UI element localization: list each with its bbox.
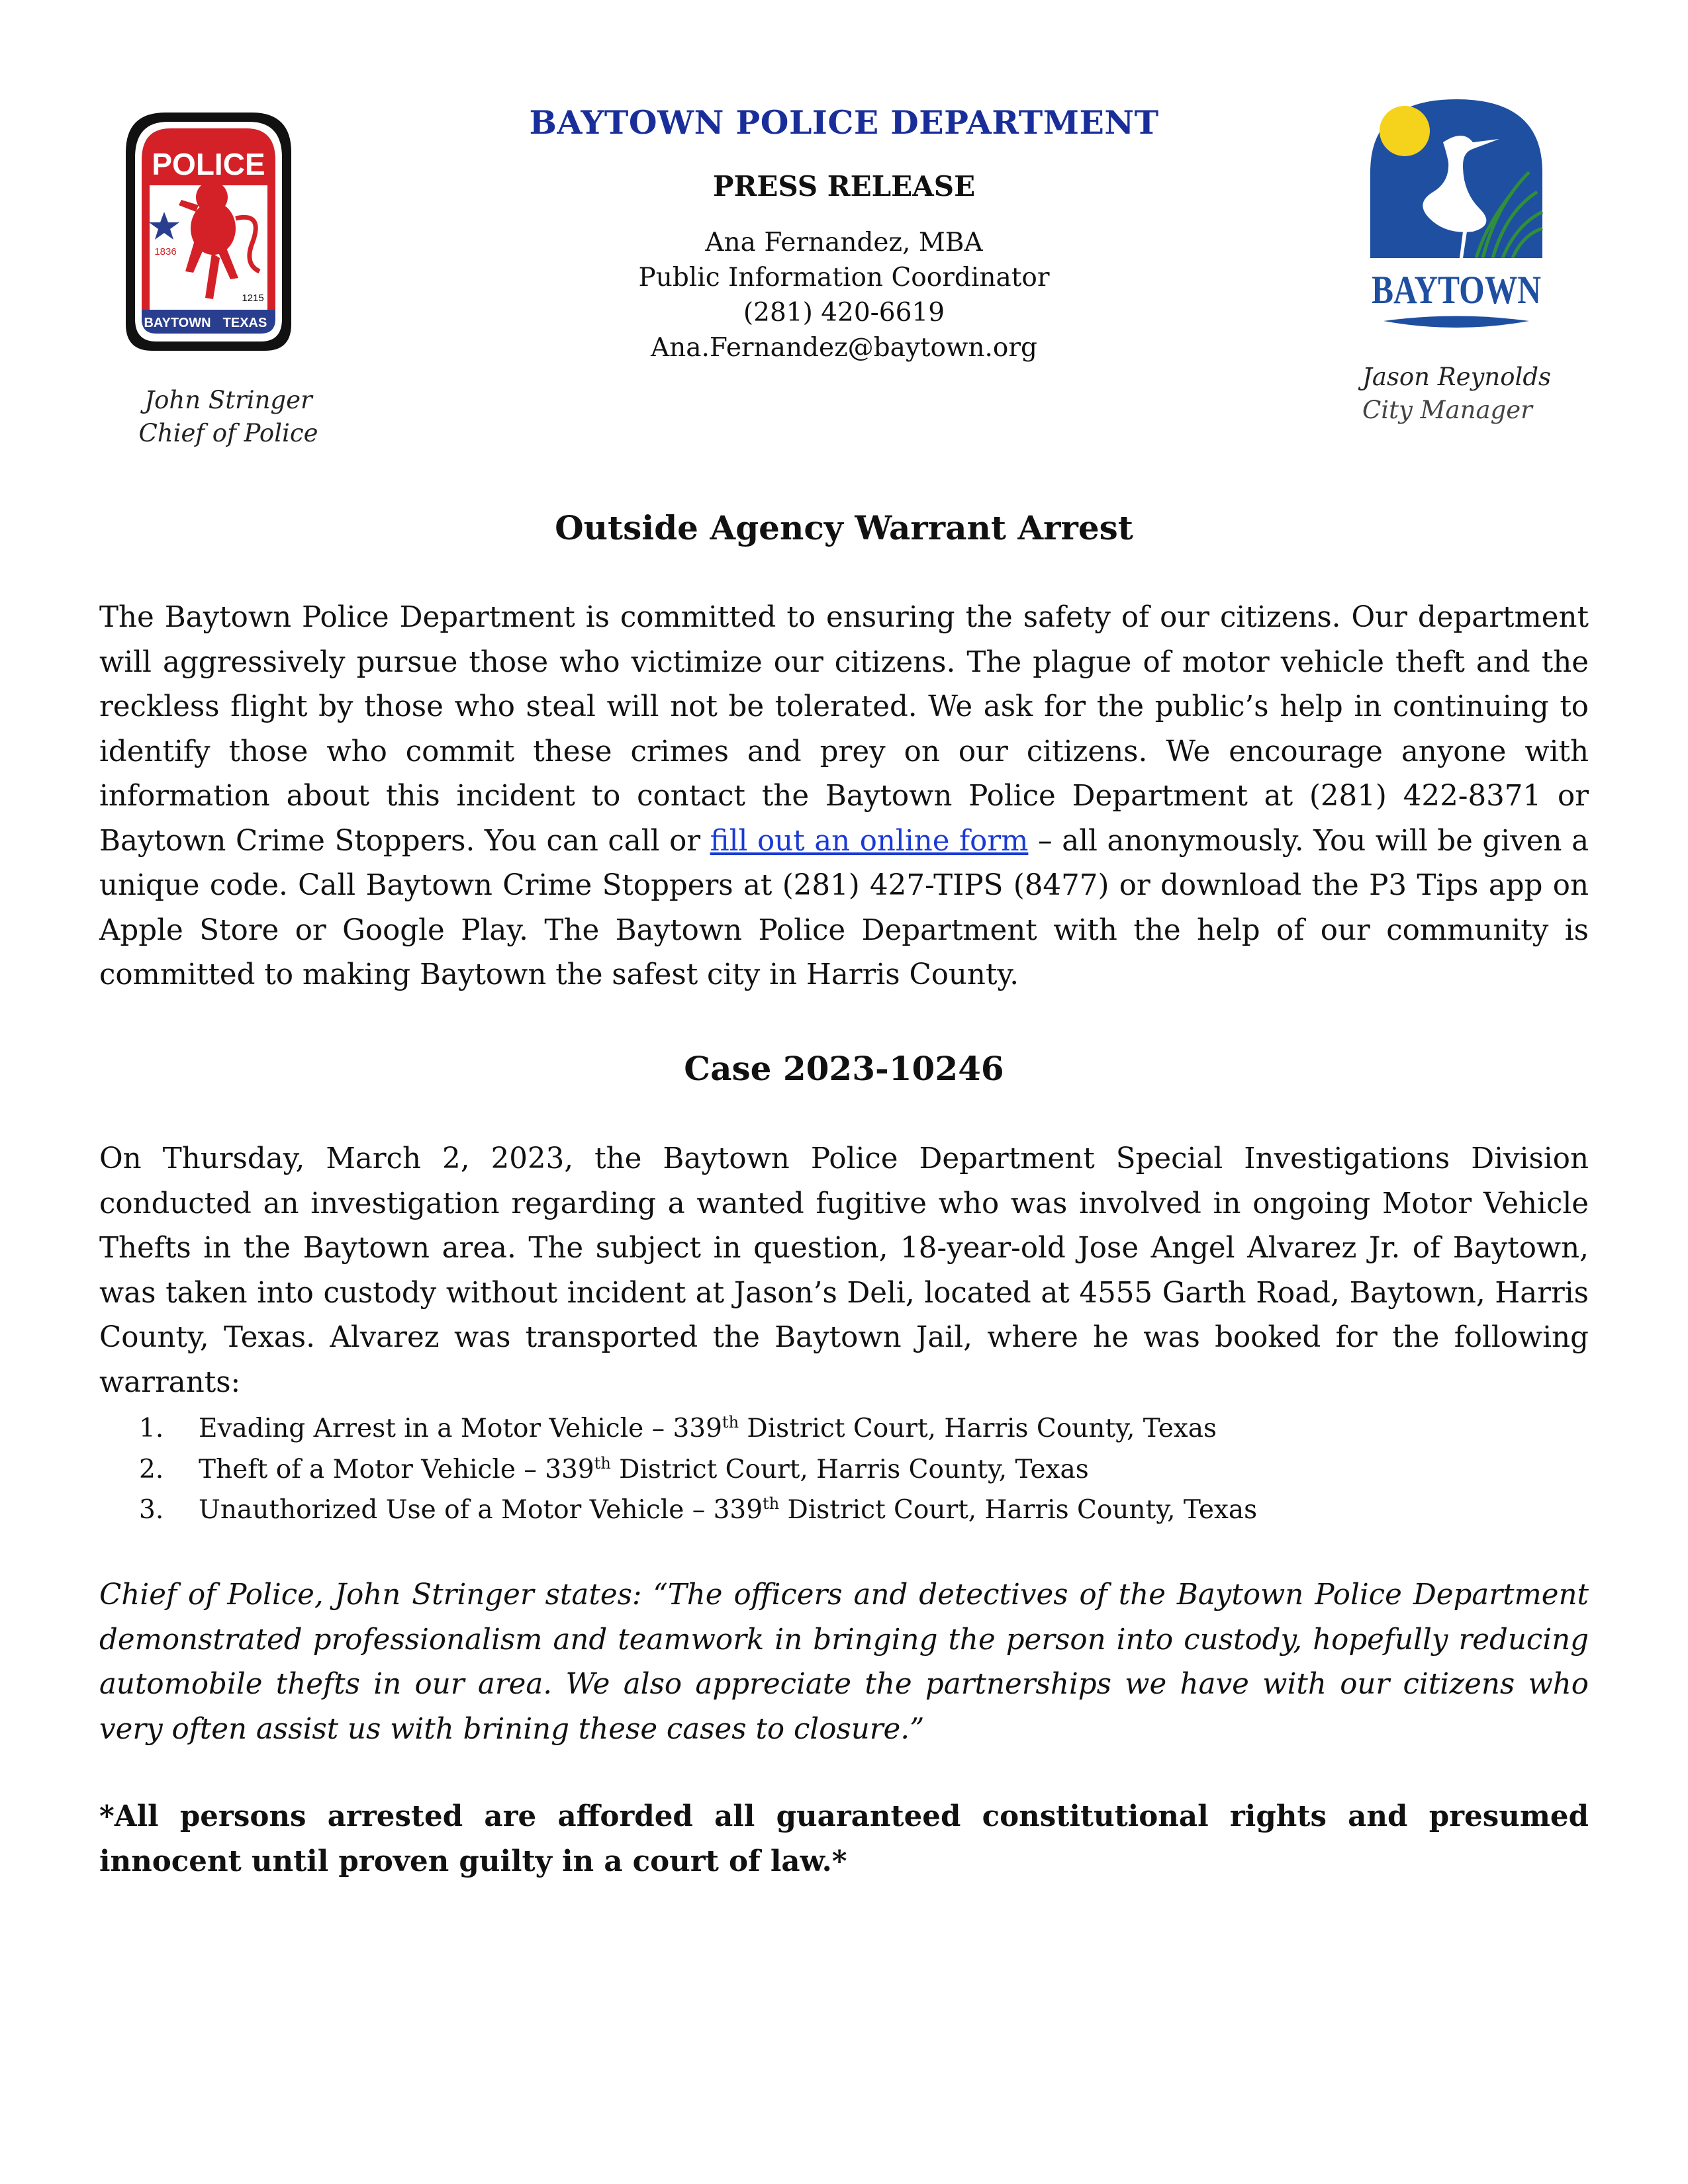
badge-city: BAYTOWN [144,316,211,330]
manager-title: City Manager [1362,396,1532,424]
chief-name: John Stringer [144,386,312,414]
warrant-item [139,1408,1562,1449]
intro-text-2: – all anonymously. You will be given a unique code. Call Baytown Crime Stoppers at (281) 427-TIPS (8477) or download the P3 Tips app on Apple Store or Google Play. The Baytown Police Department with the help of our community is committed to making Baytown the safest city in Harris County. [99,824,1589,991]
manager-name: Jason Reynolds [1362,363,1552,391]
header-center [450,99,1238,365]
warrant-text [199,1490,1257,1531]
intro-paragraph [99,596,1589,998]
baytown-city-logo [1364,93,1549,338]
warrant-text [199,1449,1089,1490]
manager-signature-block [1362,361,1581,427]
warrant-text [199,1408,1217,1449]
ordinal-suffix: th [722,1413,739,1432]
warrant-number: 2. [139,1454,164,1484]
warrant-number: 1. [139,1414,164,1443]
badge-state: TEXAS [222,316,267,330]
case-heading: Case 2023-10246 [684,1049,1004,1088]
contact-phone: (281) 420-6619 [743,298,945,328]
online-form-link[interactable]: fill out an online form [710,824,1029,858]
badge-number: 1215 [242,293,264,304]
case-paragraph: On Thursday, March 2, 2023, the Baytown Police Department Special Investigations Division conducted an investigation regarding a wanted fugitive who was involved in ongoing Motor Vehicle Thefts in the Baytown area. The subject in question, 18-year-old Jose Angel Alvarez Jr. of Baytown, was taken into custody without incident at Jason’s Deli, located at 4555 Garth Road, Baytown, Harris County, Texas. Alvarez was transported the Baytown Jail, where he was booked for the following warrants: [99,1142,1589,1399]
warrant-court: District Court, Harris County, Texas [779,1495,1258,1525]
ordinal-suffix: th [594,1453,611,1473]
legal-disclaimer: *All persons arrested are afforded all guaranteed constitutional rights and presumed innocent until proven guilty in a court of law.* [99,1799,1589,1878]
release-title: Outside Agency Warrant Arrest [555,508,1133,547]
warrant-charge: Theft of a Motor Vehicle – 339 [199,1454,594,1484]
warrant-charge: Evading Arrest in a Motor Vehicle – 339 [199,1414,722,1443]
logo-word: BAYTOWN [1372,268,1541,312]
press-release-label: PRESS RELEASE [712,170,976,203]
intro-text-1: The Baytown Police Department is committed to ensuring the safety of our citizens. Our department will aggressively pursue those who victimize our citizens. The plague of motor vehicle theft and the reckless flight by those who steal will not be tolerated. We ask for the public’s help in continuing to identify those who commit these crimes and prey on our citizens. We encourage anyone with information about this incident to contact the Baytown Police Department at (281) 422-8371 or Baytown Crime Stoppers. You can call or [99,601,1589,858]
badge-year: 1836 [154,246,177,257]
contact-name: Ana Fernandez, MBA [705,228,983,257]
warrant-list [139,1408,1562,1531]
warrant-charge: Unauthorized Use of a Motor Vehicle – 339 [199,1495,763,1525]
warrant-court: District Court, Harris County, Texas [610,1454,1089,1484]
ordinal-suffix: th [763,1494,780,1513]
chief-signature-block [99,384,357,450]
department-name: BAYTOWN POLICE DEPARTMENT [529,103,1159,142]
chief-title: Chief of Police [138,419,318,447]
warrant-number: 3. [139,1495,164,1525]
contact-email: Ana.Fernandez@baytown.org [650,333,1038,363]
police-badge-logo [113,106,305,357]
badge-top-word: POLICE [152,147,265,181]
warrant-item [139,1449,1562,1490]
contact-block [450,225,1238,365]
chief-quote: Chief of Police, John Stringer states: “The officers and detectives of the Baytown Police Department demonstrated professionalism and teamwork in bringing the person into custody, hopefully reducing automobile thefts in our area. We also appreciate the partnerships we have with our citizens who very often assist us with brining these cases to closure.” [99,1578,1589,1746]
warrant-item [139,1490,1562,1531]
warrant-court: District Court, Harris County, Texas [739,1414,1217,1443]
contact-title: Public Information Coordinator [638,263,1050,293]
